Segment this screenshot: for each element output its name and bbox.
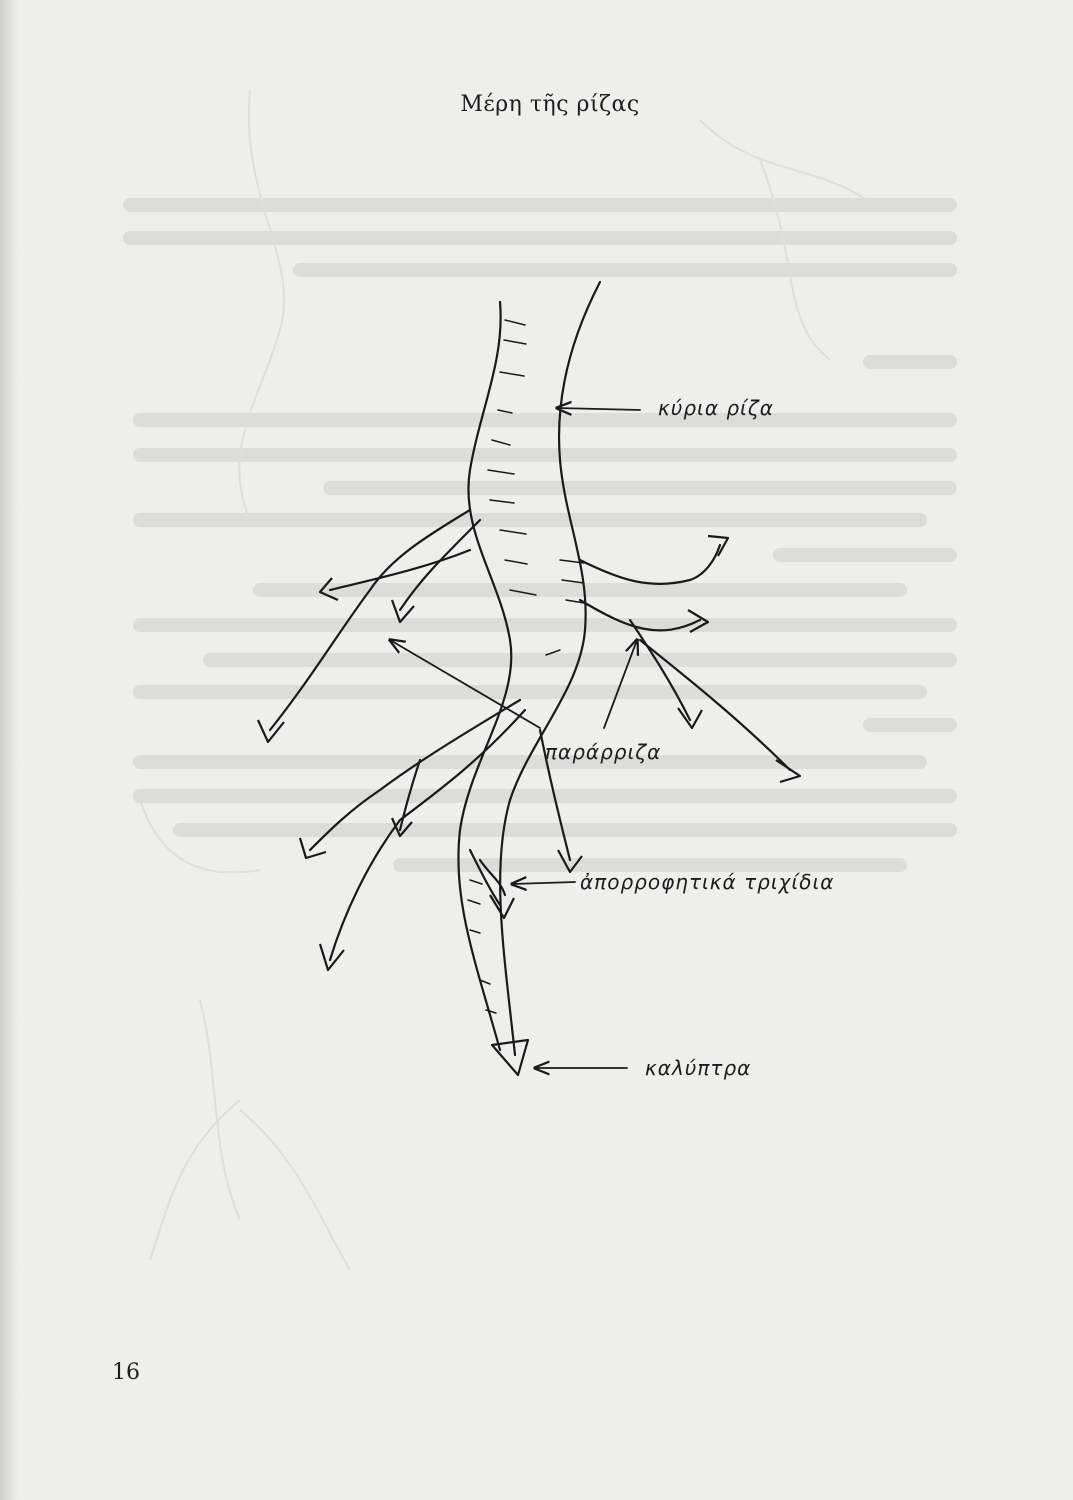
label-root-hairs: ἀπορροφητικά τριχίδια bbox=[580, 870, 835, 894]
root-cap bbox=[492, 1040, 528, 1075]
pointer-adventitious-2 bbox=[604, 640, 637, 728]
pointer-adventitious-1 bbox=[390, 640, 540, 728]
page-title: Μέρη τῆς ρίζας bbox=[460, 92, 640, 117]
pointer-main-root bbox=[557, 408, 640, 410]
label-main-root: κύρια ρίζα bbox=[658, 396, 774, 420]
label-adventitious-root: παράρριζα bbox=[545, 740, 662, 764]
main-root-right-edge bbox=[500, 282, 600, 1055]
label-root-cap: καλύπτρα bbox=[645, 1056, 752, 1080]
page-number: 16 bbox=[112, 1360, 140, 1385]
pointer-root-hairs bbox=[512, 882, 575, 884]
